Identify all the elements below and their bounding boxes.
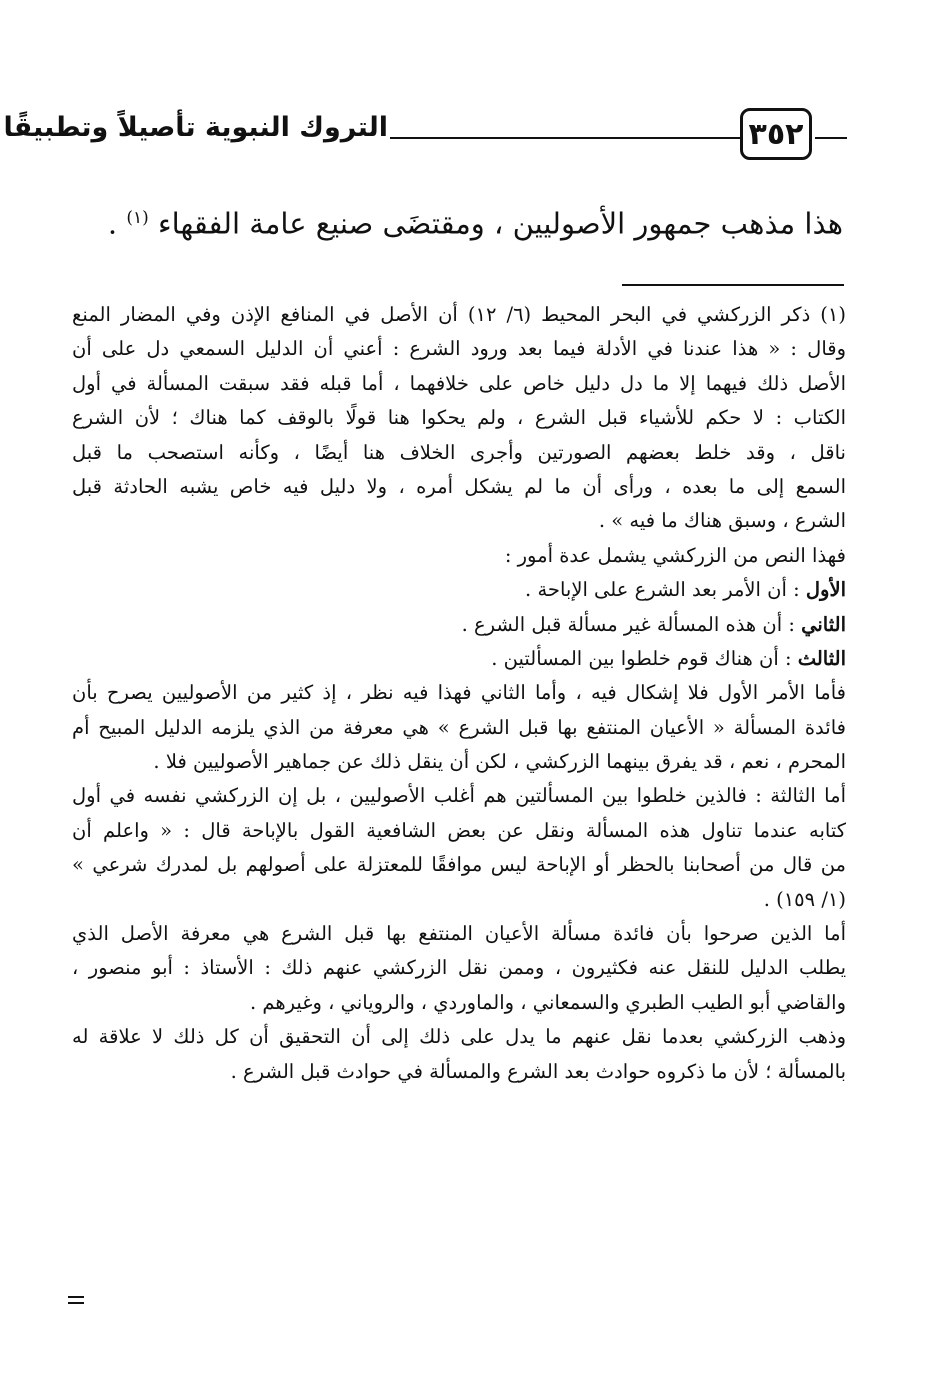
- label-separator: :: [786, 578, 806, 602]
- footnote-line: (١) ذكر الزركشي في البحر المحيط (٦/ ١٢) أن الأصل في المنافع الإذن وفي المضار المنع: [72, 303, 846, 326]
- footnote-line: أما الذين صرحوا بأن فائدة مسألة الأعيان المنتفع بها قبل الشرع هي معرفة الأصل الذي: [72, 922, 846, 946]
- footnote-line: الكتاب : لا حكم للأشياء قبل الشرع ، ولم يحكوا هنا قولًا بالوقف كما هناك ؛ لأن الشرع: [72, 406, 846, 430]
- footnote-line: بالمسألة ؛ لأن ما ذكروه حوادث بعد الشرع والمسألة في حوادث قبل الشرع .: [230, 1059, 846, 1083]
- main-text-end: .: [107, 206, 118, 241]
- footnote-reference: (١): [126, 208, 149, 228]
- footnote-line: وقال : « هذا عندنا في الأدلة فيما بعد ورود الشرع : أعني أن الدليل السمعي دل على أن: [72, 337, 846, 361]
- main-text: هذا مذهب جمهور الأصوليين ، ومقتضَى صنيع عامة الفقهاء: [158, 206, 843, 241]
- footnote-line: أما الثالثة : فالذين خلطوا بين المسألتين هم أغلب الأصوليين ، بل إن الزركشي نفسه في أول: [72, 784, 846, 808]
- label-first: الأول: [805, 578, 846, 602]
- footnote-line: ناقل ، وقد خلط بعضهم الصورتين وأجرى الخلاف هنا أيضًا ، وكأنه استصحب ما قبل: [72, 440, 846, 464]
- footnote-line: كتابه عندما تناول هذه المسألة ونقل عن بعض الشافعية القول بالإباحة قال : « واعلم أن: [72, 818, 846, 842]
- footnote-line: يطلب الدليل للنقل عنه فكثيرون ، وممن نقل الزركشي عنهم ذلك : الأستاذ : أبو منصور ،: [72, 956, 846, 980]
- item-text: أن هناك قوم خلطوا بين المسألتين .: [491, 646, 779, 670]
- footnote-line-second: [72, 608, 846, 642]
- label-second: الثاني: [801, 612, 846, 636]
- footnote-line: فهذا النص من الزركشي يشمل عدة أمور :: [504, 543, 846, 567]
- footnote-line: فأما الأمر الأول فلا إشكال فيه ، وأما الثاني فهذا فيه نظر ، إذ كثير من الأصوليين يصرح بأن: [72, 681, 846, 705]
- label-separator: :: [778, 646, 798, 670]
- footnote-line-third: [72, 642, 846, 676]
- footnote-line: الشرع ، وسبق هناك ما فيه » .: [598, 509, 846, 533]
- header-rule-left: [390, 137, 740, 139]
- footnote-line: (١/ ١٥٩) .: [763, 887, 846, 911]
- label-third: الثالث: [797, 646, 846, 670]
- footnote-line: من قال من أصحابنا بالحظر أو الإباحة ليس موافقًا للمعتزلة على أصولهم بل لمدرك شرعي »: [72, 853, 846, 877]
- footnote-line: المحرم ، نعم ، قد يفرق بينهما الزركشي ، لكن أن ينقل ذلك عن جماهير الأصوليين فلا .: [153, 750, 846, 774]
- footnote-line: الأصل ذلك فيهما إلا ما دل دليل خاص على خلافهما ، أما قبله فقد سبقت المسألة في أول: [72, 371, 846, 395]
- footnote-line-first: [72, 573, 846, 607]
- footnote-line: والقاضي أبو الطيب الطبري والسمعاني ، والماوردي ، والروياني ، وغيرهم .: [250, 990, 846, 1014]
- item-text: أن الأمر بعد الشرع على الإباحة .: [525, 578, 787, 602]
- book-title: التروك النبوية تأصيلاً وتطبيقًا: [3, 112, 388, 143]
- continuation-mark: [68, 1296, 84, 1306]
- main-text-line: [63, 192, 843, 250]
- header-rule-right: [815, 137, 847, 139]
- footnote-line: السمع إلى ما بعده ، ورأى أن ما لم يشكل أمره ، ولا دليل فيه خاص يشبه الحادثة قبل: [72, 474, 846, 498]
- label-separator: :: [782, 612, 802, 636]
- page-number: ٣٥٢: [740, 108, 812, 160]
- footnote-line: وذهب الزركشي بعدما نقل عنهم ما يدل على ذلك إلى أن التحقيق أن كل ذلك لا علاقة له: [72, 1025, 846, 1049]
- footnote-line: فائدة المسألة « الأعيان المنتفع بها قبل الشرع » هي معرفة من الذي يلزمه الدليل المبيح أم: [72, 715, 846, 739]
- footnotes: [72, 298, 846, 1089]
- footnote-separator: [622, 284, 844, 286]
- item-text: أن هذه المسألة غير مسألة قبل الشرع .: [461, 612, 783, 636]
